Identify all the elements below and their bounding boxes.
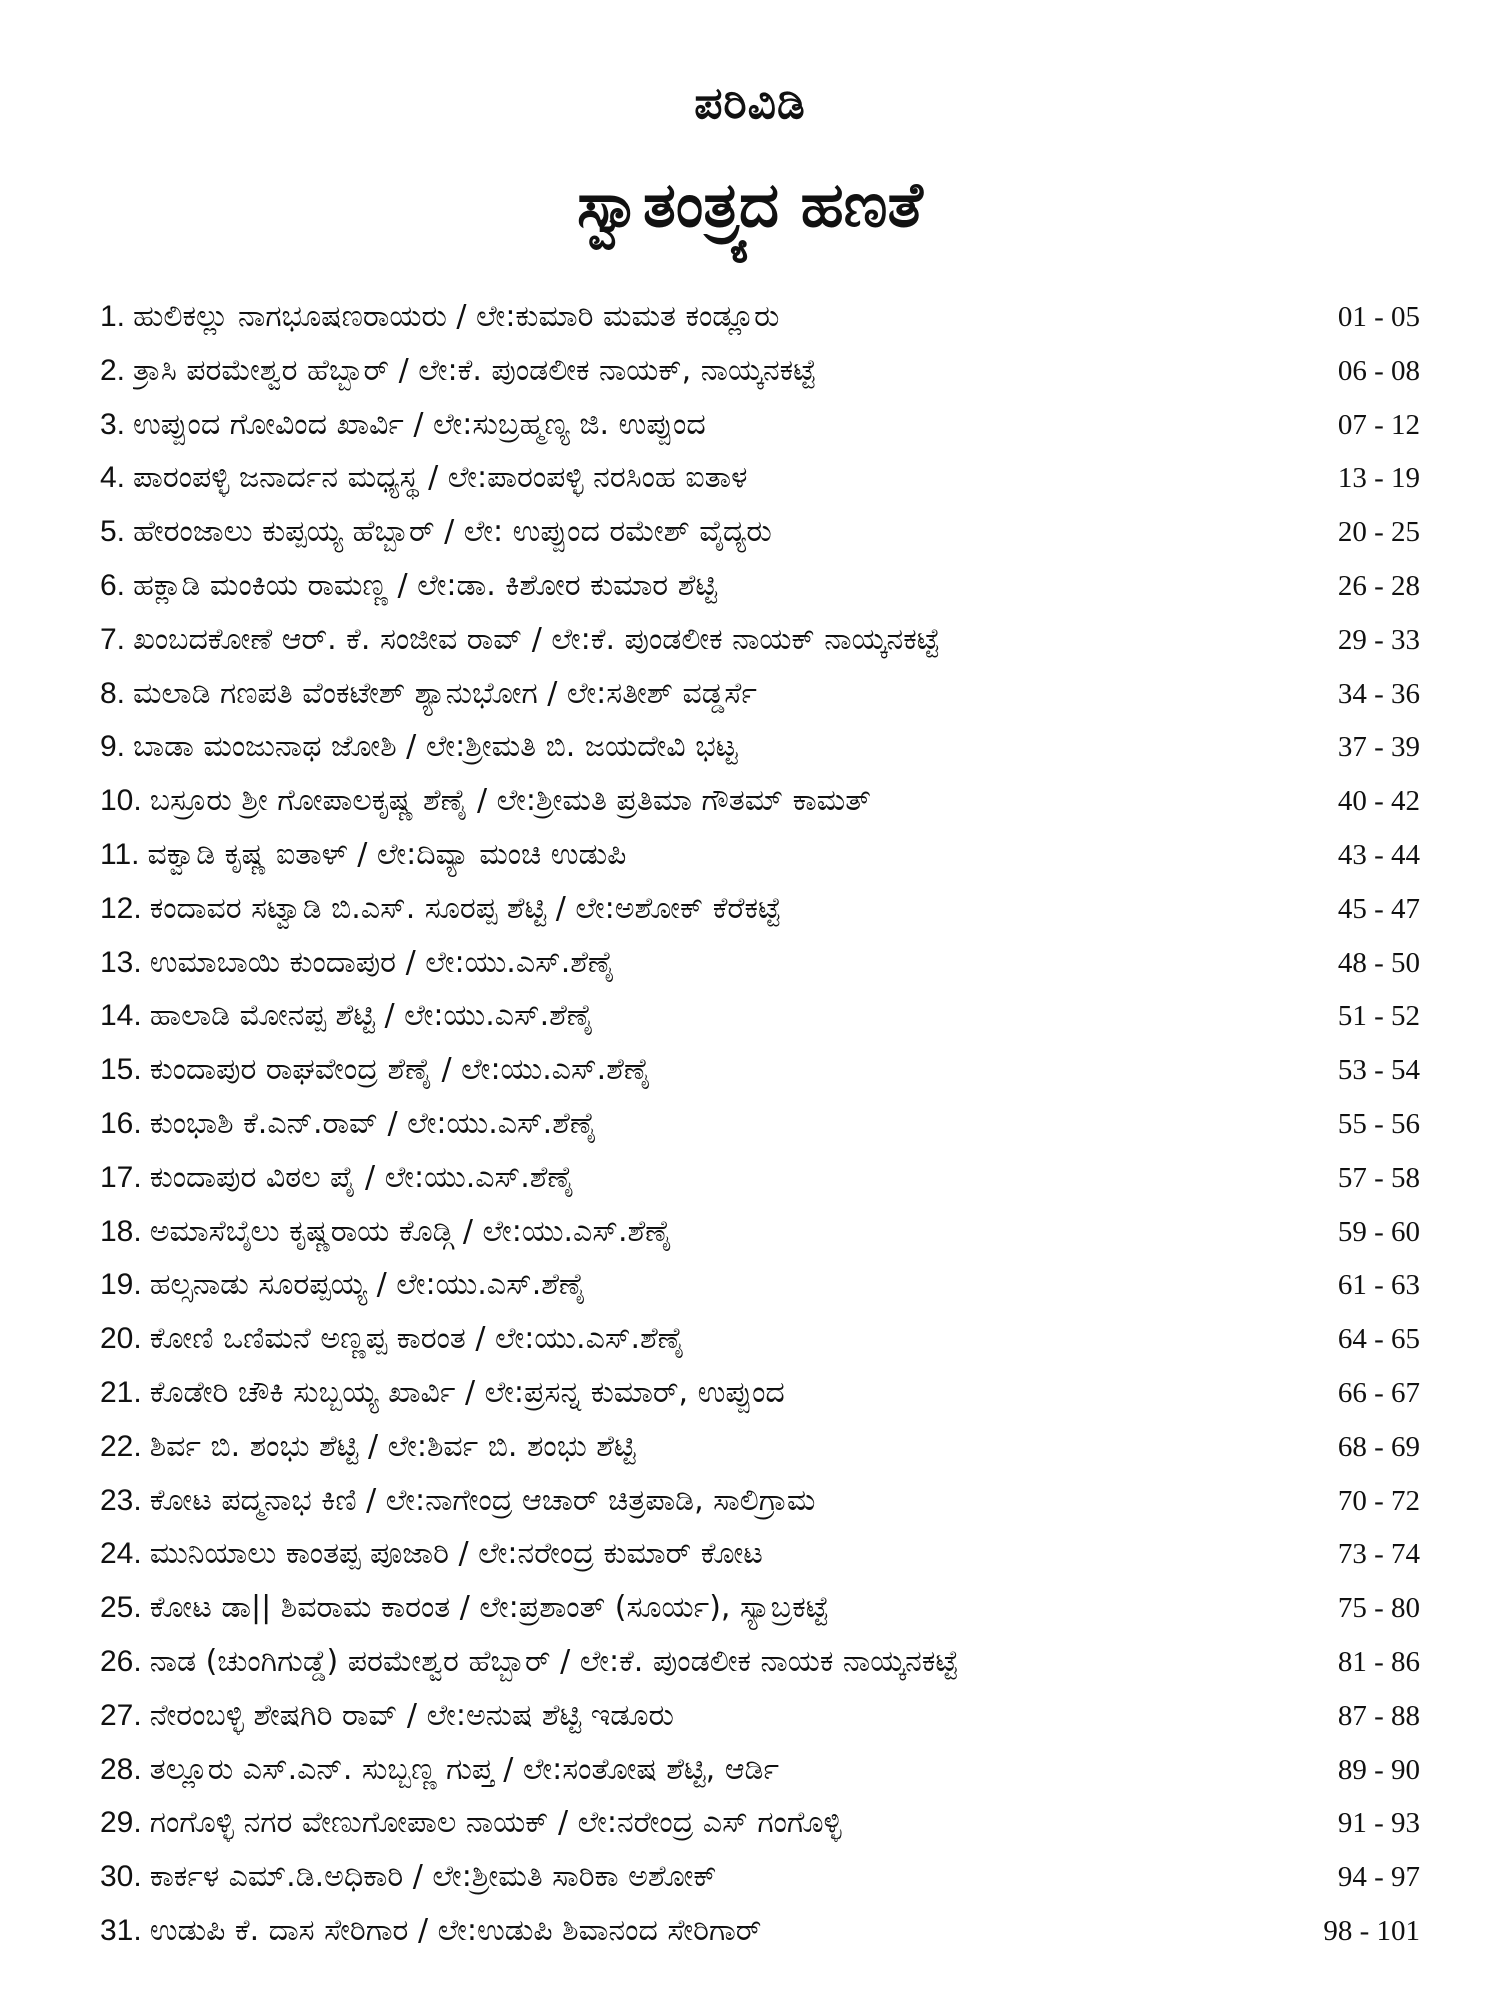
toc-entry [100,505,1420,559]
toc-entry-number: 13. [100,945,142,979]
toc-entry-pages: 43 - 44 [1337,838,1420,871]
toc-entry [100,1205,1420,1259]
toc-entry-pages: 06 - 08 [1337,354,1420,387]
toc-entry-number: 10. [100,784,142,818]
toc-entry-title: ಉಪ್ಪುಂದ ಗೋವಿಂದ ಖಾರ್ವಿ / ಲೇ:ಸುಬ್ರಹ್ಮಣ್ಯ ಜಿ. ಉಪ್ಪುಂದ [133,406,706,442]
toc-entry-number: 8. [100,676,126,710]
toc-entry-number: 4. [100,461,126,495]
toc-entry [100,1097,1420,1151]
toc-entry [100,344,1420,398]
toc-entry [100,613,1420,667]
toc-entry-pages: 57 - 58 [1337,1161,1420,1194]
toc-entry-title: ತಲ್ಲೂರು ಎಸ್.ಎನ್. ಸುಬ್ಬಣ್ಣ ಗುಪ್ತ / ಲೇ:ಸಂತೋಷ ಶೆಟ್ಟಿ, ಆರ್ಡಿ [149,1751,779,1787]
toc-entry [100,1581,1420,1635]
toc-entry-number: 11. [100,837,140,871]
toc-entry-title: ಕುಂದಾಪುರ ರಾಘವೇಂದ್ರ ಶೆಣೈ / ಲೇ:ಯು.ಎಸ್.ಶೆಣೈ [149,1052,651,1088]
toc-entry-pages: 37 - 39 [1337,731,1420,764]
toc-entry [100,1689,1420,1743]
toc-entry-title: ಕುಂದಾಪುರ ವಿಠಲ ಪೈ / ಲೇ:ಯು.ಎಸ್.ಶೆಣೈ [149,1159,575,1195]
toc-entry [100,1904,1420,1958]
toc-entry [100,882,1420,936]
toc-entry [100,1151,1420,1205]
toc-entry-number: 20. [100,1322,142,1356]
toc-entry-number: 22. [100,1429,142,1463]
toc-entry-number: 7. [100,622,126,656]
toc-entry-number: 15. [100,1053,142,1087]
toc-entry-title: ಗಂಗೊಳ್ಳಿ ನಗರ ವೇಣುಗೋಪಾಲ ನಾಯಕ್ / ಲೇ:ನರೇಂದ್ರ ಎಸ್ ಗಂಗೊಳ್ಳಿ [149,1805,842,1841]
toc-entry [100,1635,1420,1689]
toc-entry-number: 12. [100,891,142,925]
toc-entry-title: ನಾಡ (ಚುಂಗಿಗುಡ್ಡೆ) ಪರಮೇಶ್ವರ ಹೆಬ್ಬಾರ್ / ಲೇ:ಕೆ. ಪುಂಡಲೀಕ ನಾಯಕ ನಾಯ್ಕನಕಟ್ಟೆ [149,1643,959,1679]
toc-entry-title: ಉಮಾಬಾಯಿ ಕುಂದಾಪುರ / ಲೇ:ಯು.ಎಸ್.ಶೆಣೈ [149,944,615,980]
toc-entry-pages: 55 - 56 [1337,1107,1420,1140]
toc-entry-pages: 48 - 50 [1337,946,1420,979]
section-label: ಪರಿವಿಡಿ [694,78,806,129]
toc-entry-pages: 53 - 54 [1337,1054,1420,1087]
toc-entry-pages: 34 - 36 [1337,677,1420,710]
toc-entry-number: 17. [100,1160,142,1194]
toc-entry-number: 25. [100,1591,142,1625]
toc-entry-pages: 70 - 72 [1337,1484,1420,1517]
toc-entry-title: ಖಂಬದಕೋಣೆ ಆರ್. ಕೆ. ಸಂಜೀವ ರಾವ್ / ಲೇ:ಕೆ. ಪುಂಡಲೀಕ ನಾಯಕ್ ನಾಯ್ಕನಕಟ್ಟೆ [133,621,940,657]
toc-entry-number: 16. [100,1106,142,1140]
toc-entry [100,1312,1420,1366]
toc-entry-title: ಕೊಡೇರಿ ಚೌಕಿ ಸುಬ್ಬಯ್ಯ ಖಾರ್ವಿ / ಲೇ:ಪ್ರಸನ್ನ ಕುಮಾರ್, ಉಪ್ಪುಂದ [149,1374,785,1410]
toc-entry-pages: 45 - 47 [1337,892,1420,925]
toc-entry-number: 27. [100,1698,142,1732]
table-of-contents [100,290,1420,1958]
toc-entry-number: 21. [100,1375,142,1409]
toc-entry [100,1420,1420,1474]
toc-entry-number: 14. [100,999,142,1033]
toc-entry-pages: 87 - 88 [1337,1699,1420,1732]
toc-entry [100,451,1420,505]
toc-entry [100,1474,1420,1528]
toc-entry-number: 1. [100,300,126,333]
toc-entry-pages: 01 - 05 [1337,301,1420,333]
toc-entry-number: 28. [100,1752,142,1786]
toc-entry-pages: 98 - 101 [1323,1914,1420,1947]
toc-entry-pages: 64 - 65 [1337,1323,1420,1356]
toc-entry-title: ತ್ರಾಸಿ ಪರಮೇಶ್ವರ ಹೆಬ್ಬಾರ್ / ಲೇ:ಕೆ. ಪುಂಡಲೀಕ ನಾಯಕ್, ನಾಯ್ಕನಕಟ್ಟೆ [133,352,817,388]
toc-entry-number: 30. [100,1860,142,1894]
toc-entry-number: 18. [100,1214,142,1248]
toc-entry-title: ಹಾಲಾಡಿ ಮೋನಪ್ಪ ಶೆಟ್ಟಿ / ಲೇ:ಯು.ಎಸ್.ಶೆಣೈ [149,998,594,1034]
toc-entry [100,774,1420,828]
toc-entry [100,559,1420,613]
toc-entry-title: ಉಡುಪಿ ಕೆ. ದಾಸ ಸೇರಿಗಾರ / ಲೇ:ಉಡುಪಿ ಶಿವಾನಂದ ಸೇರಿಗಾರ್ [149,1912,762,1948]
toc-entry-pages: 26 - 28 [1337,569,1420,602]
toc-entry-title: ನೇರಂಬಳ್ಳಿ ಶೇಷಗಿರಿ ರಾವ್ / ಲೇ:ಅನುಷ ಶೆಟ್ಟಿ ಇಡೂರು [149,1697,674,1733]
toc-entry-pages: 73 - 74 [1337,1538,1420,1571]
toc-entry-title: ಮಲಾಡಿ ಗಣಪತಿ ವೆಂಕಟೇಶ್ ಶ್ಯಾನುಭೋಗ / ಲೇ:ಸತೀಶ್ ವಡ್ಡರ್ಸೆ [133,675,757,711]
toc-entry-pages: 59 - 60 [1337,1215,1420,1248]
toc-entry-title: ಮುನಿಯಾಲು ಕಾಂತಪ್ಪ ಪೂಜಾರಿ / ಲೇ:ನರೇಂದ್ರ ಕುಮಾರ್ ಕೋಟ [149,1536,763,1572]
toc-entry-title: ಹಲ್ಸನಾಡು ಸೂರಪ್ಪಯ್ಯ / ಲೇ:ಯು.ಎಸ್.ಶೆಣೈ [149,1267,586,1303]
toc-entry-title: ಪಾರಂಪಳ್ಳಿ ಜನಾರ್ದನ ಮಧ್ಯಸ್ಥ / ಲೇ:ಪಾರಂಪಳ್ಳಿ ನರಸಿಂಹ ಐತಾಳ [133,460,748,496]
toc-entry-number: 29. [100,1806,142,1840]
toc-entry-pages: 20 - 25 [1337,516,1420,549]
toc-entry [100,1258,1420,1312]
toc-entry-pages: 81 - 86 [1337,1645,1420,1678]
toc-entry-pages: 13 - 19 [1337,462,1420,495]
toc-entry-number: 26. [100,1644,142,1678]
toc-entry [100,1850,1420,1904]
toc-entry-title: ಹುಲಿಕಲ್ಲು ನಾಗಭೂಷಣರಾಯರು / ಲೇ:ಕುಮಾರಿ ಮಮತ ಕಂಡ್ಲೂರು [133,299,780,334]
toc-entry [100,290,1420,344]
toc-entry-pages: 51 - 52 [1337,1000,1420,1033]
toc-entry-title: ವಕ್ವಾಡಿ ಕೃಷ್ಣ ಐತಾಳ್ / ಲೇ:ದಿವ್ಯಾ ಮಂಚಿ ಉಡುಪಿ [147,836,627,872]
toc-entry-title: ಬಸ್ರೂರು ಶ್ರೀ ಗೋಪಾಲಕೃಷ್ಣ ಶೆಣೈ / ಲೇ:ಶ್ರೀಮತಿ ಪ್ರತಿಮಾ ಗೌತಮ್ ಕಾಮತ್ [149,783,871,819]
toc-entry-pages: 94 - 97 [1337,1861,1420,1894]
toc-entry-title: ಕಾರ್ಕಳ ಎಮ್.ಡಿ.ಅಧಿಕಾರಿ / ಲೇ:ಶ್ರೀಮತಿ ಸಾರಿಕಾ ಅಶೋಕ್ [149,1859,717,1895]
toc-entry-title: ಕುಂಭಾಶಿ ಕೆ.ಎನ್.ರಾವ್ / ಲೇ:ಯು.ಎಸ್.ಶೆಣೈ [149,1105,597,1141]
toc-entry [100,1366,1420,1420]
toc-entry-number: 31. [100,1913,142,1947]
toc-entry [100,1043,1420,1097]
toc-entry-pages: 29 - 33 [1337,623,1420,656]
toc-entry-pages: 40 - 42 [1337,785,1420,818]
toc-entry-number: 24. [100,1537,142,1571]
toc-entry-title: ಕೋಣಿ ಒಣಿಮನೆ ಅಣ್ಣಪ್ಪ ಕಾರಂತ / ಲೇ:ಯು.ಎಸ್.ಶೆಣೈ [149,1321,685,1357]
toc-entry-title: ಶಿರ್ವ ಬಿ. ಶಂಭು ಶೆಟ್ಟಿ / ಲೇ:ಶಿರ್ವ ಬಿ. ಶಂಭು ಶೆಟ್ಟಿ [149,1428,636,1464]
toc-entry-title: ಕೋಟ ಡಾ|| ಶಿವರಾಮ ಕಾರಂತ / ಲೇ:ಪ್ರಶಾಂತ್ (ಸೂರ್ಯ), ಸ್ಯಾಬ್ರಕಟ್ಟೆ [149,1590,829,1626]
toc-entry-pages: 66 - 67 [1337,1376,1420,1409]
toc-entry [100,936,1420,990]
toc-entry-pages: 68 - 69 [1337,1430,1420,1463]
toc-entry [100,828,1420,882]
toc-entry-title: ಹಕ್ಲಾಡಿ ಮಂಕಿಯ ರಾಮಣ್ಣ / ಲೇ:ಡಾ. ಕಿಶೋರ ಕುಮಾರ ಶೆಟ್ಟಿ [133,567,718,603]
toc-entry-pages: 61 - 63 [1337,1269,1420,1302]
toc-entry [100,667,1420,721]
toc-entry-pages: 07 - 12 [1337,408,1420,441]
toc-entry [100,1527,1420,1581]
toc-entry-title: ಹೇರಂಜಾಲು ಕುಪ್ಪಯ್ಯ ಹೆಬ್ಬಾರ್ / ಲೇ: ಉಪ್ಪುಂದ ರಮೇಶ್ ವೈದ್ಯರು [133,514,772,550]
toc-entry-title: ಬಾಡಾ ಮಂಜುನಾಥ ಜೋಶಿ / ಲೇ:ಶ್ರೀಮತಿ ಬಿ. ಜಯದೇವಿ ಭಟ್ಟ [133,729,738,765]
toc-entry-pages: 75 - 80 [1337,1592,1420,1625]
page-title: ಸ್ವಾತಂತ್ರ್ಯದ ಹಣತೆ [577,168,923,241]
toc-entry [100,1796,1420,1850]
toc-entry-number: 2. [100,353,126,387]
toc-entry-title: ಕಂದಾವರ ಸಟ್ವಾಡಿ ಬಿ.ಎಸ್. ಸೂರಪ್ಪ ಶೆಟ್ಟಿ / ಲೇ:ಅಶೋಕ್ ಕೆರೆಕಟ್ಟೆ [149,890,781,926]
toc-entry [100,398,1420,452]
toc-entry [100,720,1420,774]
toc-entry-number: 19. [100,1268,142,1302]
toc-entry-number: 3. [100,407,126,441]
toc-entry-title: ಕೋಟ ಪದ್ಮನಾಭ ಕಿಣಿ / ಲೇ:ನಾಗೇಂದ್ರ ಆಚಾರ್ ಚಿತ್ರಪಾಡಿ, ಸಾಲಿಗ್ರಾಮ [149,1482,816,1518]
toc-entry [100,1743,1420,1797]
toc-entry [100,989,1420,1043]
toc-entry-number: 5. [100,515,126,549]
toc-entry-pages: 91 - 93 [1337,1807,1420,1840]
toc-entry-number: 9. [100,730,126,764]
toc-entry-number: 6. [100,568,126,602]
toc-entry-pages: 89 - 90 [1337,1753,1420,1786]
toc-entry-title: ಅಮಾಸೆಬೈಲು ಕೃಷ್ಣರಾಯ ಕೊಡ್ಗಿ / ಲೇ:ಯು.ಎಸ್.ಶೆಣೈ [149,1213,673,1249]
toc-entry-number: 23. [100,1483,142,1517]
